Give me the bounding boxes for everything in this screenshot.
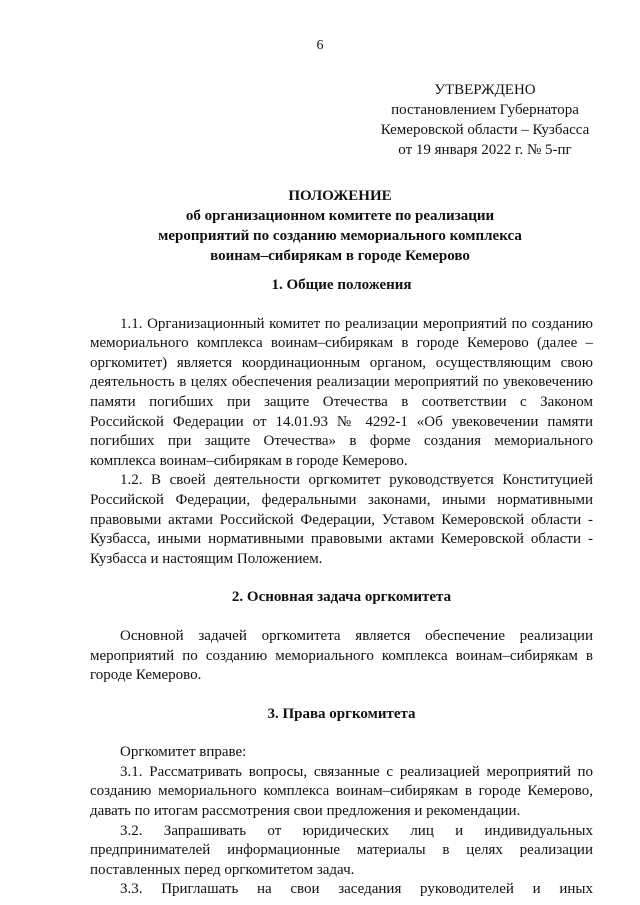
approval-block — [365, 80, 605, 160]
page-number: 6 — [316, 38, 324, 53]
paragraph-3-intro: Оргкомитет вправе: — [120, 744, 247, 761]
document-title-line: воинам–сибирякам в городе Кемерово — [210, 248, 470, 264]
document-title-main: ПОЛОЖЕНИЕ — [288, 188, 392, 204]
document-body — [90, 276, 593, 900]
approval-date: от 19 января 2022 г. № 5-пг — [398, 142, 572, 158]
section-heading-rights: 3. Права оргкомитета — [267, 705, 416, 722]
paragraph-3-3: 3.3. Приглашать на свои заседания руководителей и иных — [120, 881, 593, 898]
document-title-line: мероприятий по созданию мемориального комплекса — [158, 228, 522, 244]
document-title-line: об организационном комитете по реализации — [185, 208, 495, 224]
section-heading-main-task: 2. Основная задача оргкомитета — [231, 589, 452, 606]
approval-heading: УТВЕРЖДЕНО — [434, 82, 536, 98]
approval-line: постановлением Губернатора — [391, 102, 579, 118]
approval-line: Кемеровской области – Кузбасса — [380, 122, 590, 138]
section-heading-general: 1. Общие положения — [271, 277, 412, 293]
paragraph-1-1: 1.1. Организационный комитет по реализации мероприятий по созданию мемориального комплекса воинам–сибирякам в городе Кемерово (далее – оргкомитет) является координационным органом, осуществляющим свою деятельность в целях обеспечения реализации мероприятий по увековечению памяти погибших при защите Отечества в соответствии с Законом Российской Федерации от 14.01.93 № 4292-1 «Об увековечении памяти погибших при защите Отечества» в форме создания мемориального комплекса воинам–сибирякам в городе Кемерово. — [90, 315, 593, 469]
paragraph-2-1: Основной задачей оргкомитета является обеспечение реализации мероприятий по созданию мемориального комплекса воинам–сибирякам в городе Кемерово. — [90, 627, 593, 684]
paragraph-3-1: 3.1. Рассматривать вопросы, связанные с реализацией мероприятий по созданию мемориального комплекса воинам–сибирякам в городе Кемерово, давать по итогам рассмотрения свои предложения и рекомендации. — [90, 763, 593, 820]
paragraph-1-2: 1.2. В своей деятельности оргкомитет руководствуется Конституцией Российской Федерации, федеральными законами, иными нормативными правовыми актами Российской Федерации, Уставом Кемеровской области - Кузбасса, иными нормативными правовыми актами Кемеровской области - Кузбасса и настоящим Положением. — [90, 472, 593, 567]
document-title — [100, 186, 580, 266]
paragraph-3-2: 3.2. Запрашивать от юридических лиц и индивидуальных предпринимателей информационные материалы в целях реализации поставленных перед оргкомитетом задач. — [90, 822, 593, 878]
